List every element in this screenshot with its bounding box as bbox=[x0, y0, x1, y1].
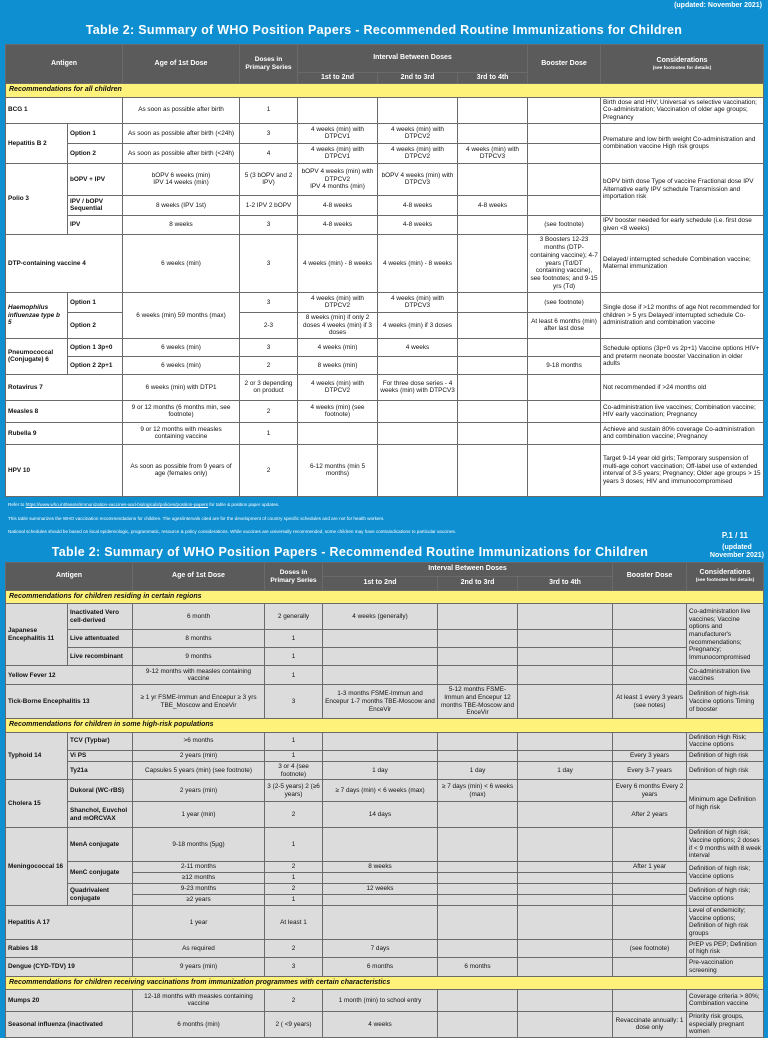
interval-cell: 6 months bbox=[323, 958, 438, 976]
table-row bbox=[6, 884, 764, 895]
option-label: Vi PS bbox=[68, 750, 133, 761]
table-row bbox=[6, 422, 764, 444]
interval-cell: 4 weeks (min) with DTPCV3 bbox=[378, 292, 458, 312]
table-row bbox=[6, 906, 764, 940]
age-cell: 9 years (min) bbox=[133, 958, 265, 976]
interval-cell: 4 weeks (min) bbox=[298, 338, 378, 356]
header-interval-3-4: 3rd to 4th bbox=[518, 577, 613, 591]
booster-cell: Every 3 years bbox=[613, 750, 687, 761]
antigen-measles: Measles 8 bbox=[6, 400, 123, 422]
antigen-hpv: HPV 10 bbox=[6, 444, 123, 496]
considerations-cell: Level of endemicity; Vaccine options; Definition of high risk groups bbox=[687, 906, 764, 940]
table-row bbox=[6, 444, 764, 496]
option-label: Option 2 bbox=[68, 312, 123, 338]
age-cell: 8 weeks bbox=[123, 215, 240, 234]
option-label: Option 2 bbox=[68, 143, 123, 163]
option-label: bOPV + IPV bbox=[68, 163, 123, 195]
page-title: Table 2: Summary of WHO Position Papers - Recommended Routine Immunizations for Children bbox=[85, 23, 683, 37]
age-cell: 12-18 months with measles containing vaccine bbox=[133, 989, 265, 1011]
table-row bbox=[6, 750, 764, 761]
age-cell: 6 weeks (min) bbox=[123, 234, 240, 292]
table-row bbox=[6, 604, 764, 630]
interval-cell: 4 weeks (min) with DTPCV3 bbox=[458, 143, 528, 163]
antigen-mumps: Mumps 20 bbox=[6, 989, 133, 1011]
interval-cell: 4 weeks (min) if 3 doses bbox=[378, 312, 458, 338]
antigen-pneumococcal: Pneumococcal (Conjugate) 6 bbox=[6, 338, 68, 374]
age-cell: As soon as possible from 9 years of age (females only) bbox=[123, 444, 240, 496]
age-cell: >6 months bbox=[133, 732, 265, 750]
considerations-cell: Pre-vaccination screening bbox=[687, 958, 764, 976]
updated-note: (updated: November 2021) bbox=[674, 2, 762, 9]
antigen-seasonal-influenza: Seasonal influenza (inactivated bbox=[6, 1011, 133, 1037]
interval-cell: 4 weeks (min) with DTPCV2 bbox=[298, 292, 378, 312]
booster-cell: (see footnote) bbox=[613, 939, 687, 957]
considerations-cell: Priority risk groups, especially pregnant women bbox=[687, 1011, 764, 1037]
booster-cell: After 1 year bbox=[613, 862, 687, 873]
considerations-cell: Co-administration live vaccines bbox=[687, 666, 764, 685]
table-row bbox=[6, 802, 764, 828]
page-number: P.1 / 11 bbox=[721, 531, 748, 540]
header-interval: Interval Between Doses bbox=[323, 563, 613, 577]
antigen-dengue: Dengue (CYD-TDV) 19 bbox=[6, 958, 133, 976]
doses-cell: 2 bbox=[240, 444, 298, 496]
antigen-cholera: Cholera 15 bbox=[6, 780, 68, 828]
immunization-table-1 bbox=[5, 44, 764, 497]
interval-cell: 4 weeks (min) with DTPCV2 bbox=[378, 143, 458, 163]
antigen-hib: Haemophilus influenzae type b 5 bbox=[6, 292, 68, 338]
section-programmes: Recommendations for children receiving vaccinations from immunization programmes with certain characteristics bbox=[6, 976, 764, 989]
interval-cell: 6 months bbox=[438, 958, 518, 976]
age-cell: 9 or 12 months (6 months min, see footnote) bbox=[123, 400, 240, 422]
interval-line: bOPV 4 weeks (min) with DTPCV2 bbox=[301, 167, 374, 183]
header-considerations-label: Considerations bbox=[656, 57, 708, 65]
antigen-rotavirus: Rotavirus 7 bbox=[6, 374, 123, 400]
age-cell: 1 year bbox=[133, 906, 265, 940]
age-cell: 6 weeks (min) bbox=[123, 356, 240, 374]
age-cell: As required bbox=[133, 939, 265, 957]
doses-cell: 2 bbox=[265, 939, 323, 957]
option-label: Inactivated Vero cell-derived bbox=[68, 604, 133, 630]
age-line: bOPV 6 weeks (min) bbox=[151, 171, 211, 179]
antigen-hepatitis-a: Hepatitis A 17 bbox=[6, 906, 133, 940]
option-label: Option 1 bbox=[68, 123, 123, 143]
interval-cell: 5-12 months FSME-Immun and Encepur 12 months TBE-Moscow and EnceVir bbox=[438, 685, 518, 719]
table-row bbox=[6, 958, 764, 976]
age-cell: 8 weeks (IPV 1st) bbox=[123, 195, 240, 215]
doses-cell: 2 generally bbox=[265, 604, 323, 630]
doses-cell: 3 (2-5 years) 2 (≥6 years) bbox=[265, 780, 323, 802]
antigen-bcg: BCG 1 bbox=[6, 97, 123, 123]
option-label: MenA conjugate bbox=[68, 828, 133, 862]
interval-cell: 1 month (min) to school entry bbox=[323, 989, 438, 1011]
booster-cell: At least 1 every 3 years (see notes) bbox=[613, 685, 687, 719]
doses-cell: 4 bbox=[240, 143, 298, 163]
table-row bbox=[6, 374, 764, 400]
considerations-cell: Definition of high risk; Vaccine options; 2 doses if < 9 months with 8 week interval bbox=[687, 828, 764, 862]
doses-cell: 2 bbox=[265, 862, 323, 873]
antigen-yellow-fever: Yellow Fever 12 bbox=[6, 666, 133, 685]
option-label: Live attentuated bbox=[68, 630, 133, 648]
table-row bbox=[6, 234, 764, 292]
considerations-cell: Co-administration live vaccines; Vaccine options and manufacturer's recommendations; Pregnancy; Immunocompromised bbox=[687, 604, 764, 666]
updated-line: (updated bbox=[722, 544, 752, 551]
booster-cell: 9-18 months bbox=[528, 356, 601, 374]
footnote-summary: This table summarizes the WHO vaccination recommendations for children. The ages/intervals cited are for the development of country specific schedules and are not for health workers. bbox=[8, 516, 385, 521]
age-cell: 8 months bbox=[133, 630, 265, 648]
age-cell: 9-12 months with measles containing vaccine bbox=[133, 666, 265, 685]
doses-cell: 3 bbox=[240, 338, 298, 356]
interval-cell: 1 day bbox=[518, 761, 613, 779]
interval-cell: 1-3 months FSME-Immun and Encepur 1-7 months TBE-Moscow and EnceVir bbox=[323, 685, 438, 719]
considerations-cell: Definition of high-risk Vaccine options Timing of booster bbox=[687, 685, 764, 719]
table-row bbox=[6, 989, 764, 1011]
option-label: Ty21a bbox=[68, 761, 133, 779]
considerations-cell: Target 9-14 year old girls; Temporary suspension of multi-age cohort vaccination; Off-label use of extended interval of 3-5 years; Pregnancy; Older age groups > 15 years 3 doses; HIV and immunocompromised bbox=[601, 444, 764, 496]
considerations-cell: Premature and low birth weight Co-administration and combination vaccine High risk groups bbox=[601, 123, 764, 163]
table-row bbox=[6, 862, 764, 873]
booster-cell: At least 6 months (min) after last dose bbox=[528, 312, 601, 338]
considerations-cell: Birth dose and HIV; Universal vs selective vaccination; Co-administration; Vaccination of older age groups; Pregnancy bbox=[601, 97, 764, 123]
interval-cell: 1 day bbox=[323, 761, 438, 779]
doses-cell: 3 bbox=[265, 685, 323, 719]
antigen-rabies: Rabies 18 bbox=[6, 939, 133, 957]
considerations-cell: Delayed/ interrupted schedule Combination vaccine; Maternal immunization bbox=[601, 234, 764, 292]
interval-cell: 4-8 weeks bbox=[298, 215, 378, 234]
table-row bbox=[6, 648, 764, 666]
age-cell: 2-11 months bbox=[133, 862, 265, 873]
age-cell: As soon as possible after birth bbox=[123, 97, 240, 123]
footnote-text: for table & position paper updates. bbox=[209, 502, 280, 507]
considerations-cell: Minimum age Definition of high risk bbox=[687, 780, 764, 828]
doses-cell: 2 ( <9 years) bbox=[265, 1011, 323, 1037]
age-cell: ≥2 years bbox=[133, 895, 265, 906]
footnote-text: Refer to bbox=[8, 502, 25, 507]
section-certain-regions: Recommendations for children residing in certain regions bbox=[6, 591, 764, 604]
option-label: Dukoral (WC-rBS) bbox=[68, 780, 133, 802]
interval-cell: 4 weeks (min) - 8 weeks bbox=[298, 234, 378, 292]
age-line: IPV 14 weeks (min) bbox=[153, 179, 209, 187]
doses-cell: 2-3 bbox=[240, 312, 298, 338]
who-position-papers-link[interactable]: https://www.who.int/teams/immunization-vaccines-and-biologicals/policies/position-papers bbox=[25, 502, 208, 507]
interval-cell: 4 weeks (generally) bbox=[323, 604, 438, 630]
doses-cell: 1 bbox=[265, 828, 323, 862]
header-interval-1-2: 1st to 2nd bbox=[323, 577, 438, 591]
doses-cell: 2 bbox=[265, 884, 323, 895]
considerations-cell: Schedule options (3p+0 vs 2p+1) Vaccine options HIV+ and preterm neonate booster Vaccination in older adults bbox=[601, 338, 764, 374]
header-considerations-sub: (see footnotes for details) bbox=[695, 577, 755, 583]
interval-cell: 4 weeks (min) with DTPCV2 bbox=[378, 123, 458, 143]
considerations-cell: Single dose if >12 months of age Not recommended for children > 5 yrs Delayed/ interrupted schedule Co-administration and combination vaccine bbox=[601, 292, 764, 338]
interval-cell: 4-8 weeks bbox=[378, 195, 458, 215]
table-row bbox=[6, 1011, 764, 1037]
header-booster: Booster Dose bbox=[613, 563, 687, 591]
doses-cell: 1 bbox=[265, 666, 323, 685]
considerations-cell: Definition High Risk; Vaccine options bbox=[687, 732, 764, 750]
table-row bbox=[6, 828, 764, 862]
antigen-japanese-encephalitis: Japanese Encephalitis 11 bbox=[6, 604, 68, 666]
option-label: Live recombinant bbox=[68, 648, 133, 666]
interval-cell: 8 weeks (min) if only 2 doses 4 weeks (min) if 3 doses bbox=[298, 312, 378, 338]
interval-cell: 8 weeks (min) bbox=[298, 356, 378, 374]
interval-cell: ≥ 7 days (min) < 6 weeks (max) bbox=[438, 780, 518, 802]
interval-line: IPV 4 months (min) bbox=[310, 183, 365, 191]
table-row bbox=[6, 97, 764, 123]
header-interval-2-3: 2nd to 3rd bbox=[438, 577, 518, 591]
doses-cell: 1 bbox=[240, 97, 298, 123]
considerations-cell: Achieve and sustain 80% coverage Co-administration and combination vaccine; Pregnancy bbox=[601, 422, 764, 444]
interval-cell: 6-12 months (min 5 months) bbox=[298, 444, 378, 496]
booster-cell: After 2 years bbox=[613, 802, 687, 828]
age-cell: Capsules 5 years (min) (see footnote) bbox=[133, 761, 265, 779]
interval-cell bbox=[298, 163, 378, 195]
header-considerations bbox=[601, 45, 764, 84]
page-title-2: Table 2: Summary of WHO Position Papers - Recommended Routine Immunizations for Children bbox=[51, 545, 649, 559]
booster-cell: Every 6 months Every 2 years bbox=[613, 780, 687, 802]
section-all-children: Recommendations for all children bbox=[6, 84, 764, 97]
doses-cell: 3 bbox=[240, 215, 298, 234]
age-cell: 1 year (min) bbox=[133, 802, 265, 828]
considerations-cell: Definition of high risk bbox=[687, 750, 764, 761]
interval-cell: 12 weeks bbox=[323, 884, 438, 895]
header-considerations bbox=[687, 563, 764, 591]
table-row bbox=[6, 780, 764, 802]
table-row bbox=[6, 630, 764, 648]
footnote-link-note bbox=[8, 502, 279, 507]
interval-cell: 4 weeks bbox=[378, 338, 458, 356]
antigen-tick-borne-encephalitis: Tick-Borne Encephalitis 13 bbox=[6, 685, 133, 719]
interval-cell: 4 weeks (min) (see footnote) bbox=[298, 400, 378, 422]
antigen-typhoid: Typhoid 14 bbox=[6, 732, 68, 780]
option-label: MenC conjugate bbox=[68, 862, 133, 884]
doses-cell: 1 bbox=[240, 422, 298, 444]
age-cell: 9 or 12 months with measles containing vaccine bbox=[123, 422, 240, 444]
header-booster: Booster Dose bbox=[528, 45, 601, 84]
interval-cell: 4 weeks (min) with DTPCV1 bbox=[298, 123, 378, 143]
interval-cell: 4-8 weeks bbox=[458, 195, 528, 215]
doses-cell: 2 bbox=[265, 802, 323, 828]
option-label: TCV (Typbar) bbox=[68, 732, 133, 750]
age-cell: ≥ 1 yr FSME-Immun and Encepur ≥ 3 yrs TBE_Moscow and EnceVir bbox=[133, 685, 265, 719]
doses-cell: 1 bbox=[265, 732, 323, 750]
considerations-cell: bOPV birth dose Type of vaccine Fractional dose IPV Alternative early IPV schedule Transmission and importation risk bbox=[601, 163, 764, 215]
interval-cell: 8 weeks bbox=[323, 862, 438, 873]
age-cell: 6 month bbox=[133, 604, 265, 630]
age-cell: 6 weeks (min) bbox=[123, 338, 240, 356]
table-row bbox=[6, 685, 764, 719]
age-cell: 6 weeks (min) with DTP1 bbox=[123, 374, 240, 400]
antigen-meningococcal: Meningococcal 16 bbox=[6, 828, 68, 906]
interval-cell: 14 days bbox=[323, 802, 438, 828]
table-row bbox=[6, 939, 764, 957]
header-antigen: Antigen bbox=[6, 45, 123, 84]
table-row bbox=[6, 215, 764, 234]
considerations-cell: Definition of high risk; Vaccine options bbox=[687, 862, 764, 884]
age-cell: 9-23 months bbox=[133, 884, 265, 895]
age-cell: 2 years (min) bbox=[133, 780, 265, 802]
antigen-rubella: Rubella 9 bbox=[6, 422, 123, 444]
age-cell: 9-18 months (5µg) bbox=[133, 828, 265, 862]
section-high-risk: Recommendations for children in some high-risk populations bbox=[6, 719, 764, 732]
interval-cell: 7 days bbox=[323, 939, 438, 957]
doses-cell: 2 bbox=[240, 356, 298, 374]
doses-cell: 3 bbox=[240, 234, 298, 292]
updated-note-2 bbox=[710, 544, 764, 560]
age-cell: 6 months (min) bbox=[133, 1011, 265, 1037]
antigen-hepatitis-b: Hepatitis B 2 bbox=[6, 123, 68, 163]
updated-line: November 2021) bbox=[709, 552, 764, 559]
doses-cell: 3 bbox=[265, 958, 323, 976]
table-row bbox=[6, 163, 764, 195]
considerations-cell: Not recommended if >24 months old bbox=[601, 374, 764, 400]
doses-cell: 5 (3 bOPV and 2 IPV) bbox=[240, 163, 298, 195]
considerations-cell: Definition of high risk bbox=[687, 761, 764, 779]
interval-cell: 4 weeks (min) - 8 weeks bbox=[378, 234, 458, 292]
age-cell: As soon as possible after birth (<24h) bbox=[123, 143, 240, 163]
option-label: Option 2 2p+1 bbox=[68, 356, 123, 374]
option-label: Option 1 bbox=[68, 292, 123, 312]
age-cell: 9 months bbox=[133, 648, 265, 666]
antigen-dtp: DTP-containing vaccine 4 bbox=[6, 234, 123, 292]
interval-cell: 4-8 weeks bbox=[298, 195, 378, 215]
age-cell bbox=[123, 163, 240, 195]
header-considerations-sub: (see footnotes for details) bbox=[652, 65, 712, 71]
age-cell: As soon as possible after birth (<24h) bbox=[123, 123, 240, 143]
option-label: Option 1 3p+0 bbox=[68, 338, 123, 356]
considerations-cell: Coverage criteria > 80%; Combination vaccine bbox=[687, 989, 764, 1011]
doses-cell: At least 1 bbox=[265, 906, 323, 940]
doses-cell: 3 bbox=[240, 123, 298, 143]
header-doses: Doses in Primary Series bbox=[265, 563, 323, 591]
interval-cell: For three dose series - 4 weeks (min) with DTPCV3 bbox=[378, 374, 458, 400]
header-interval-2-3: 2nd to 3rd bbox=[378, 73, 458, 84]
doses-cell: 1 bbox=[265, 750, 323, 761]
header-age: Age of 1st Dose bbox=[133, 563, 265, 591]
doses-cell: 3 bbox=[240, 292, 298, 312]
interval-cell: bOPV 4 weeks (min) with DTPCV3 bbox=[378, 163, 458, 195]
header-interval: Interval Between Doses bbox=[298, 45, 528, 73]
booster-cell: Revaccinate annually: 1 dose only bbox=[613, 1011, 687, 1037]
option-label: IPV bbox=[68, 215, 123, 234]
age-cell: 6 weeks (min) 59 months (max) bbox=[123, 292, 240, 338]
doses-cell: 2 bbox=[265, 989, 323, 1011]
table-row bbox=[6, 338, 764, 356]
considerations-cell: PrEP vs PEP; Definition of high risk bbox=[687, 939, 764, 957]
immunization-table-2 bbox=[5, 562, 764, 1038]
header-interval-1-2: 1st to 2nd bbox=[298, 73, 378, 84]
interval-cell: 4-8 weeks bbox=[378, 215, 458, 234]
interval-cell: ≥ 7 days (min) < 6 weeks (max) bbox=[323, 780, 438, 802]
option-label: Quadrivalent conjugate bbox=[68, 884, 133, 906]
interval-cell: 4 weeks (min) with DTPCV2 bbox=[298, 374, 378, 400]
antigen-polio: Polio 3 bbox=[6, 163, 68, 234]
option-label: IPV / bOPV Sequential bbox=[68, 195, 123, 215]
table-row bbox=[6, 761, 764, 779]
table-row bbox=[6, 123, 764, 143]
table-row bbox=[6, 292, 764, 312]
interval-cell: 4 weeks (min) with DTPCV1 bbox=[298, 143, 378, 163]
doses-cell: 1 bbox=[265, 648, 323, 666]
doses-cell: 1-2 IPV 2 bOPV bbox=[240, 195, 298, 215]
booster-cell: (see footnote) bbox=[528, 292, 601, 312]
header-age: Age of 1st Dose bbox=[123, 45, 240, 84]
considerations-cell: Definition of high risk; Vaccine options bbox=[687, 884, 764, 906]
considerations-cell: Co-administration live vaccines; Combination vaccine; HIV early vaccination; Pregnancy bbox=[601, 400, 764, 422]
age-cell: ≥12 months bbox=[133, 873, 265, 884]
header-doses: Doses in Primary Series bbox=[240, 45, 298, 84]
header-antigen: Antigen bbox=[6, 563, 133, 591]
doses-cell: 1 bbox=[265, 895, 323, 906]
footnote-national: National schedules should be based on local epidemiologic, programmatic, resource & policy considerations. While vaccines are universally recommended, some children may have contraindications to particular vaccines. bbox=[8, 529, 457, 534]
interval-cell: 1 day bbox=[438, 761, 518, 779]
doses-cell: 3 or 4 (see footnote) bbox=[265, 761, 323, 779]
header-interval-3-4: 3rd to 4th bbox=[458, 73, 528, 84]
doses-cell: 2 or 3 depending on product bbox=[240, 374, 298, 400]
booster-cell: (see footnote) bbox=[528, 215, 601, 234]
doses-cell: 2 bbox=[240, 400, 298, 422]
interval-cell: 4 weeks bbox=[323, 1011, 438, 1037]
header-considerations-label: Considerations bbox=[699, 569, 751, 577]
considerations-cell: IPV booster needed for early schedule (i.e. first dose given <8 weeks) bbox=[601, 215, 764, 234]
table-row bbox=[6, 666, 764, 685]
doses-cell: 1 bbox=[265, 873, 323, 884]
table-row bbox=[6, 400, 764, 422]
doses-cell: 1 bbox=[265, 630, 323, 648]
booster-cell: 3 Boosters 12-23 months (DTP-containing vaccine); 4-7 years (Td/DT containing vaccine), see footnotes; and 9-15 yrs (Td) bbox=[528, 234, 601, 292]
age-cell: 2 years (min) bbox=[133, 750, 265, 761]
option-label: Shanchol, Euvchol and mORCVAX bbox=[68, 802, 133, 828]
booster-cell: Every 3-7 years bbox=[613, 761, 687, 779]
table-row bbox=[6, 732, 764, 750]
